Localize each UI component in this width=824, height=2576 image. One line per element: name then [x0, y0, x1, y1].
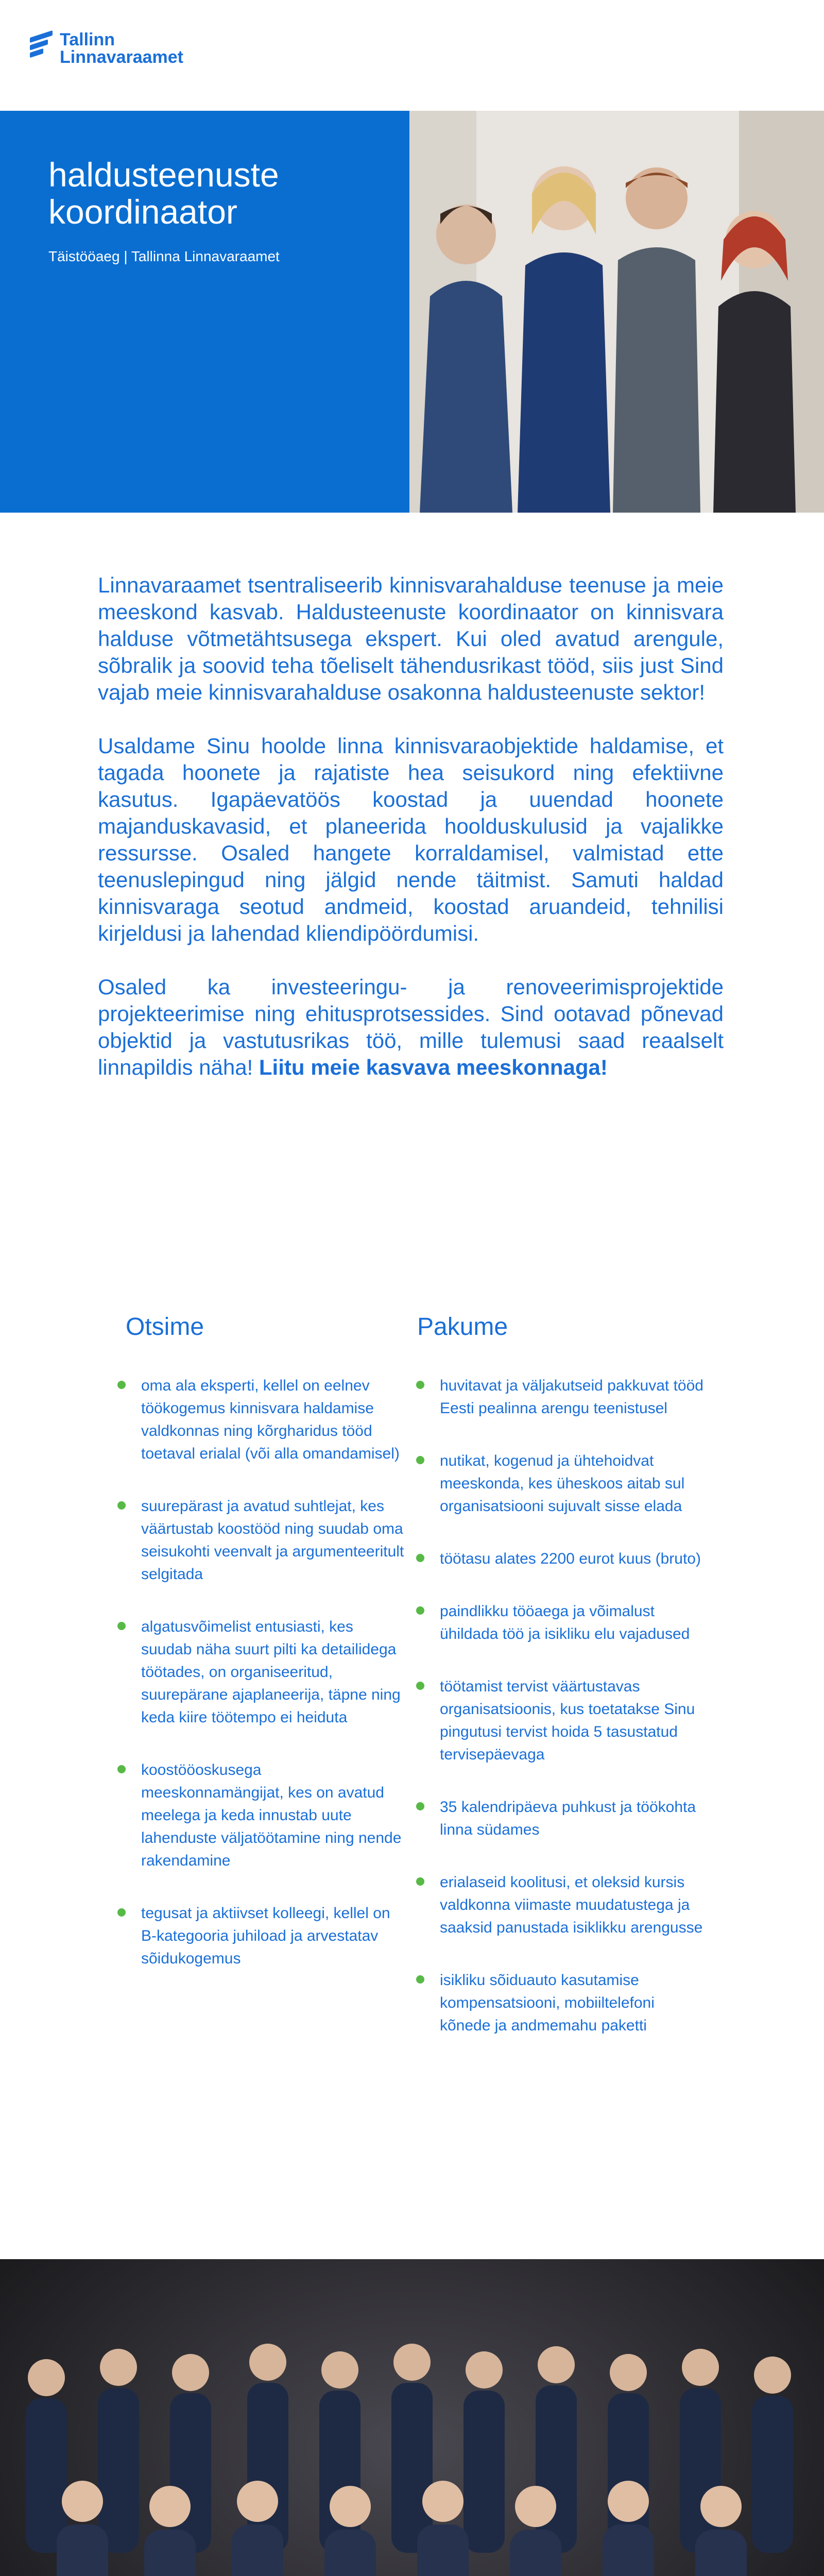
- pakume-item: töötasu alates 2200 eurot kuus (bruto): [416, 1548, 705, 1570]
- job-title: haldusteenuste koordinaator: [48, 156, 279, 231]
- pakume-item: isikliku sõiduauto kasutamise kompensatsiooni, mobiiltelefoni kõnede ja andmemahu paketti: [416, 1969, 705, 2037]
- tallinn-logo-icon: [30, 34, 53, 63]
- intro-paragraph-1: Linnavaraamet tsentraliseerib kinnisvarahalduse teenuse ja meie meeskond kasvab. Haldusteenuste koordinaator on kinnisvara halduse võtmetähtsusega ekspert. Kui oled avatud arengule, sõbralik ja soovid teha tõeliselt tähendusrikast tööd, siis just Sind vajab meie kinnisvarahalduse osakonna haldusteenuste sektor!: [98, 573, 724, 704]
- pakume-list: [416, 1375, 705, 2067]
- intro-paragraph-2: Usaldame Sinu hoolde linna kinnisvaraobjektide haldamise, et tagada hoonete ja rajatiste hea seisukord ning efektiivne kasutus. Igapäevatöös koostad ja uuendad hoonete majanduskavasid, et planeerida hoolduskulusid ja vajalikke ressursse. Osaled hangete korraldamisel, valmistad ette teenuslepingud ning jälgid nende täitmist. Samuti haldad kinnisvaraga seotud andmeid, koostad aruandeid, tehnilisi kirjeldusi ja lahendad kliendipöördumisi.: [98, 734, 724, 945]
- otsime-list: [117, 1375, 406, 2000]
- logo-line-2: Linnavaraamet: [60, 47, 183, 67]
- intro-text: [98, 572, 724, 1108]
- job-subtitle: Täistööaeg | Tallinna Linnavaraamet: [48, 248, 280, 264]
- team-group-photo-illustration: [0, 2259, 824, 2576]
- team-group-photo: [0, 2259, 824, 2576]
- team-leaders-photo-illustration: [409, 111, 824, 513]
- pakume-item: erialaseid koolitusi, et oleksid kursis valdkonna viimaste muudatustega ja saaksid panustada isiklikku arengusse: [416, 1871, 705, 1939]
- logo-line-1: Tallinn: [60, 30, 115, 49]
- otsime-item: algatusvõimelist entusiasti, kes suudab näha suurt pilti ka detailidega töötades, on organiseeritud, suurepärane ajaplaneerija, täpne ning keda kiire töötempo ei heiduta: [117, 1616, 406, 1729]
- otsime-item: oma ala eksperti, kellel on eelnev töökogemus kinnisvara haldamise valdkonnas ning kõrgharidus tööd toetaval erialal (või alla omandamisel): [117, 1375, 406, 1465]
- pakume-item: huvitavat ja väljakutseid pakkuvat tööd Eesti pealinna arengu teenistusel: [416, 1375, 705, 1420]
- otsime-item: suurepärast ja avatud suhtlejat, kes väärtustab koostööd ning suudab oma seisukohti veenvalt ja argumenteeritult selgitada: [117, 1495, 406, 1586]
- pakume-item: 35 kalendripäeva puhkust ja töökohta linna südames: [416, 1796, 705, 1841]
- tallinn-linnavaraamet-logo[interactable]: [30, 31, 183, 66]
- intro-paragraph-3: Osaled ka investeeringu- ja renoveerimisprojektide projekteerimise ning ehitusprotsessides. Sind ootavad põnevad objektid ja vastutusrikas töö, mille tulemusi saad reaalselt linnapildis näha! Liitu meie kasvava meeskonnaga!: [98, 975, 724, 1079]
- pakume-item: nutikat, kogenud ja ühtehoidvat meeskonda, kes üheskoos aitab sul organisatsiooni sujuvalt sisse elada: [416, 1450, 705, 1518]
- pakume-item: töötamist tervist väärtustavas organisatsioonis, kus toetatakse Sinu pingutusi tervist hoida 5 tasustatud tervisepäevaga: [416, 1675, 705, 1766]
- otsime-item: tegusat ja aktiivset kolleegi, kellel on B-kategooria juhiload ja arvestatav sõidukogemus: [117, 1902, 406, 1970]
- pakume-item: paindlikku tööaega ja võimalust ühildada töö ja isikliku elu vajadused: [416, 1600, 705, 1646]
- team-leaders-photo: [409, 111, 824, 513]
- otsime-item: koostööoskusega meeskonnamängijat, kes on avatud meelega ja keda innustab uute lahenduste väljatöötamine ning nende rakendamine: [117, 1759, 406, 1872]
- pakume-heading: Pakume: [417, 1313, 508, 1341]
- otsime-heading: Otsime: [126, 1313, 204, 1341]
- join-team-cta: Liitu meie kasvava meeskonnaga!: [259, 1055, 608, 1079]
